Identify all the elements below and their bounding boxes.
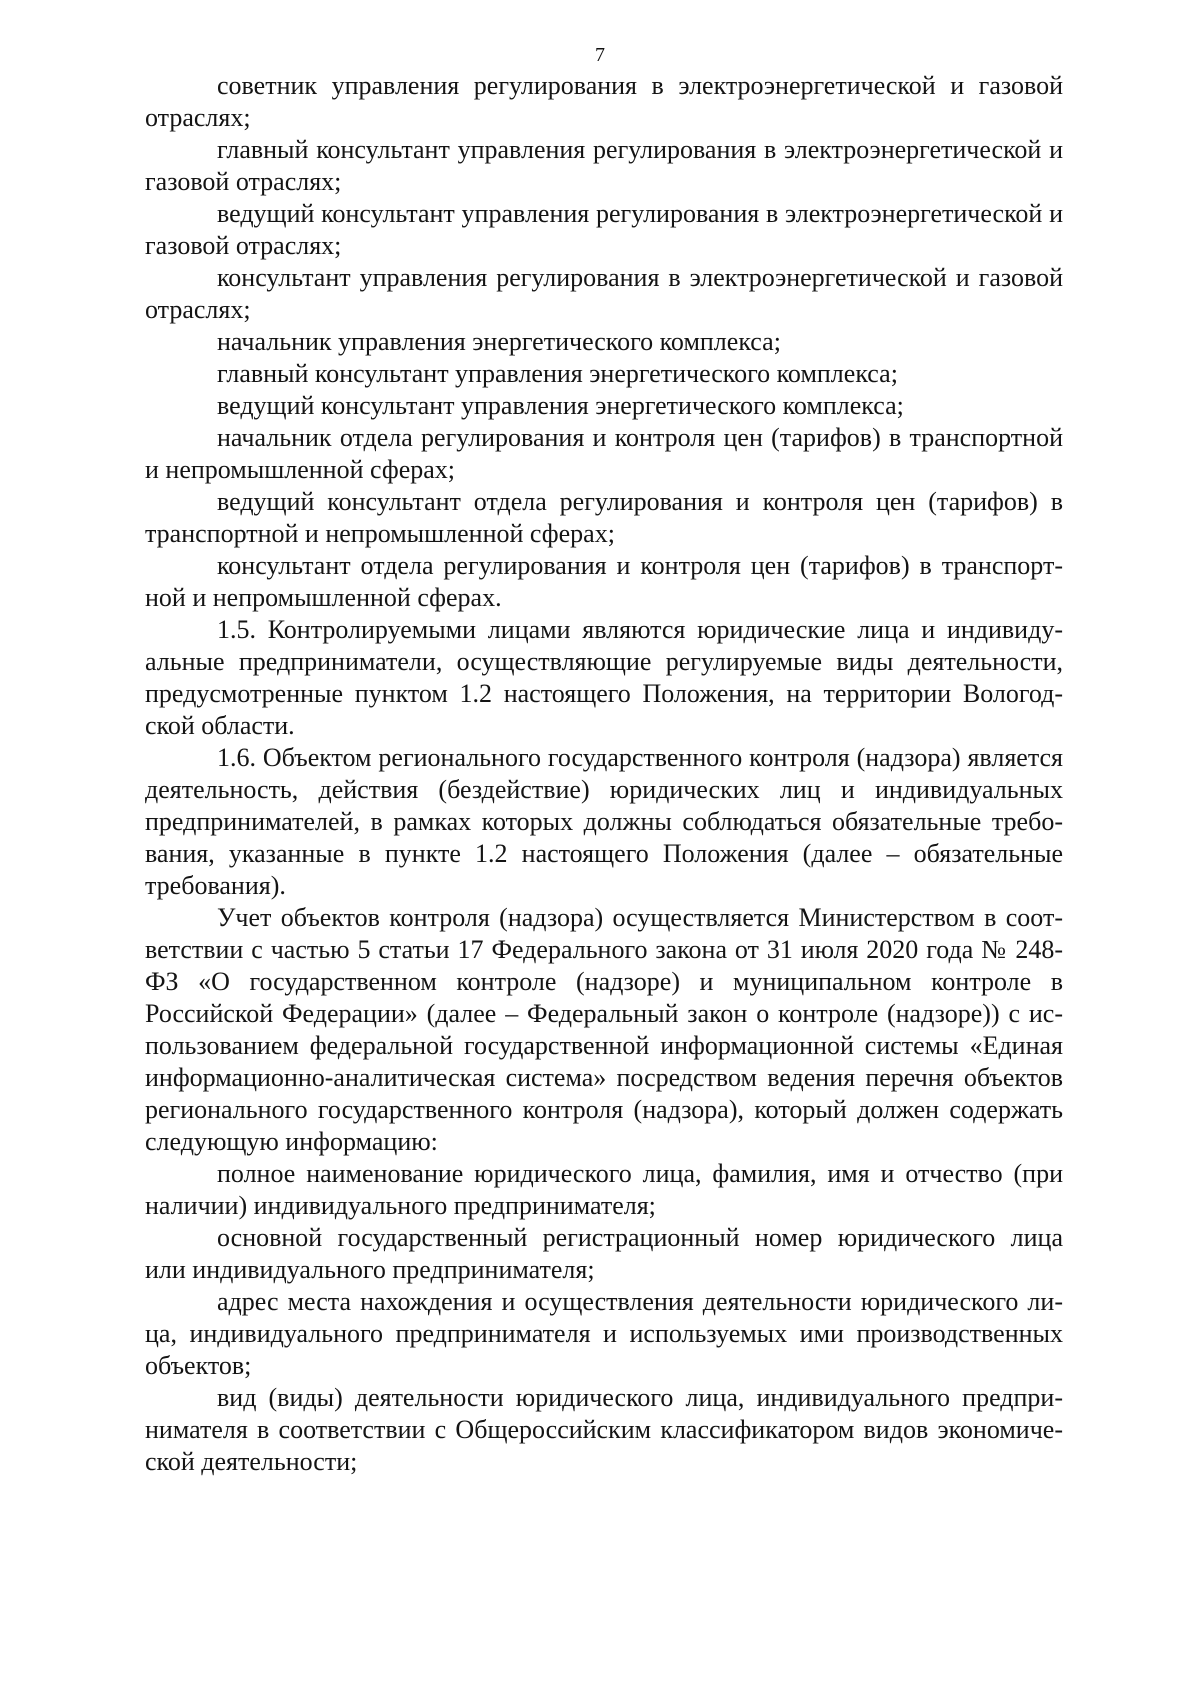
- list-item: адрес места нахождения и осуществления деятельности юридического лица, индивидуального предпринимателя и используемых ими производственных объектов;: [145, 1287, 1063, 1380]
- paragraph: консультант управления регулирования в электроэнергетической и газовой отраслях;: [145, 263, 1063, 324]
- paragraph: ведущий консультант управления энергетического комплекса;: [217, 391, 904, 420]
- list-item: вид (виды) деятельности юридического лица, индивидуального предпринимателя в соответствии с Общероссийским классификатором видов экономической деятельности;: [145, 1383, 1063, 1476]
- paragraph: консультант отдела регулирования и контроля цен (тарифов) в транспортной и непромышленной сферах.: [145, 551, 1063, 612]
- paragraph: ведущий консультант управления регулирования в электроэнергетической и газовой отраслях;: [145, 199, 1063, 260]
- list-item: основной государственный регистрационный номер юридического лица или индивидуального предпринимателя;: [145, 1223, 1063, 1284]
- paragraph: Учет объектов контроля (надзора) осуществляется Министерством в соответствии с частью 5 статьи 17 Федерального закона от 31 июля 2020 года № 248-ФЗ «О государственном контроле (надзоре) и муниципальном контроле в Российской Федерации» (далее – Федеральный закон о контроле (надзоре)) с использованием федеральной государственной информационной системы «Единая информационно-аналитическая система» посредством ведения перечня объектов регионального государственного контроля (надзора), который должен содержать следующую информацию:: [145, 903, 1063, 1156]
- paragraph: начальник управления энергетического комплекса;: [217, 327, 781, 356]
- paragraph: ведущий консультант отдела регулирования и контроля цен (тарифов) в транспортной и непромышленной сферах;: [145, 487, 1063, 548]
- paragraph: советник управления регулирования в электроэнергетической и газовой отраслях;: [145, 71, 1063, 132]
- paragraph-1-6: 1.6. Объектом регионального государственного контроля (надзора) является деятельность, действия (бездействие) юридических лиц и индивидуальных предпринимателей, в рамках которых должны соблюдаться обязательные требования, указанные в пункте 1.2 настоящего Положения (далее – обязательные требования).: [145, 743, 1063, 900]
- page-number: 7: [595, 44, 605, 66]
- paragraph: начальник отдела регулирования и контроля цен (тарифов) в транспортной и непромышленной сферах;: [145, 423, 1063, 484]
- paragraph-1-5: 1.5. Контролируемыми лицами являются юридические лица и индивидуальные предприниматели, осуществляющие регулируемые виды деятельности, предусмотренные пунктом 1.2 настоящего Положения, на территории Вологодской области.: [145, 615, 1063, 740]
- paragraph: главный консультант управления энергетического комплекса;: [217, 359, 898, 388]
- document-body: [145, 70, 1063, 1478]
- paragraph: главный консультант управления регулирования в электроэнергетической и газовой отраслях;: [145, 135, 1063, 196]
- list-item: полное наименование юридического лица, фамилия, имя и отчество (при наличии) индивидуального предпринимателя;: [145, 1159, 1063, 1220]
